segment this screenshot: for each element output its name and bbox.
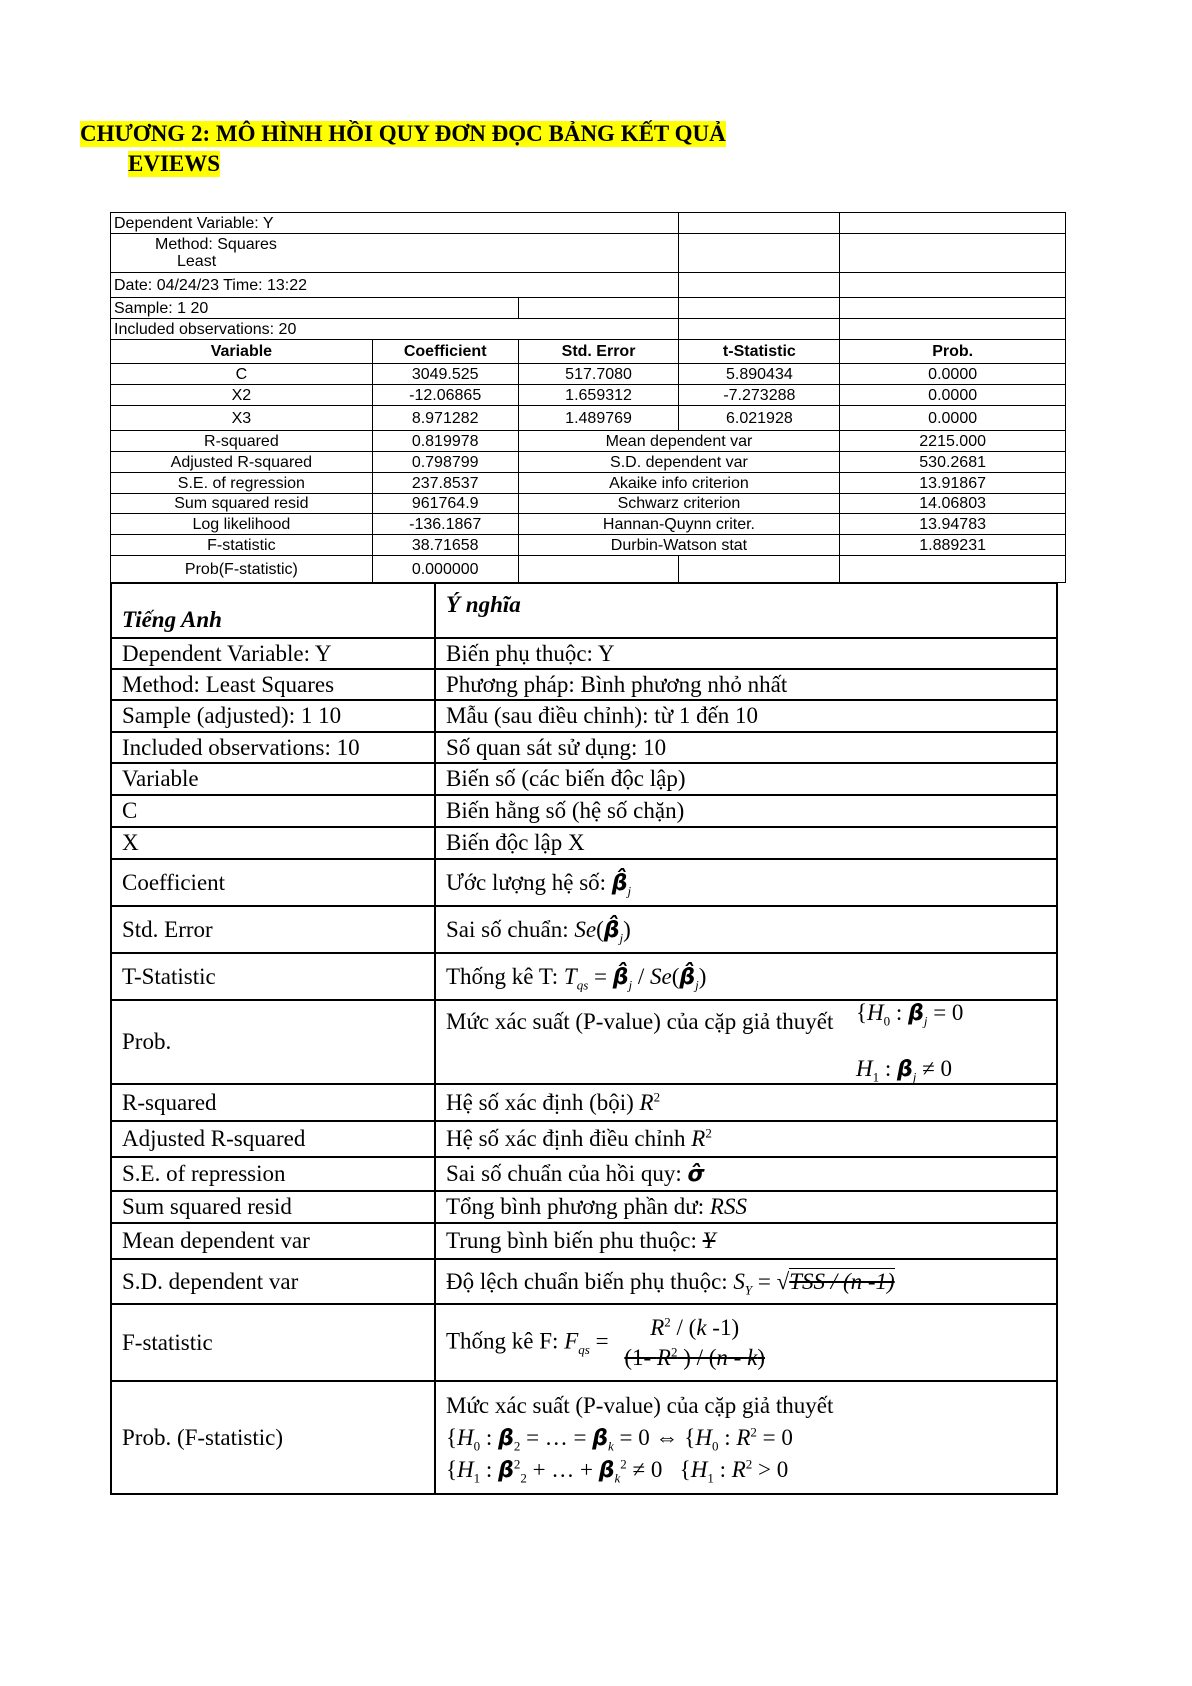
- meaning: Hệ số xác định điều chỉnh $R^2$: [435, 1121, 1057, 1157]
- coef-row: [111, 406, 1066, 431]
- cell: -12.06865: [372, 385, 518, 406]
- col-header: Std. Error: [518, 340, 679, 364]
- cell: S.E. of regression: [111, 473, 373, 494]
- meaning: Biến số (các biến độc lập): [435, 763, 1057, 795]
- col-header: Coefficient: [372, 340, 518, 364]
- cell: 1.889231: [840, 535, 1066, 556]
- meaning: Ước lượng hệ số: $\betâ_j$: [435, 859, 1057, 906]
- cell: 0.798799: [372, 452, 518, 473]
- col-header: t-Statistic: [679, 340, 840, 364]
- col-header: Prob.: [840, 340, 1066, 364]
- cell: 530.2681: [840, 452, 1066, 473]
- term: Adjusted R-squared: [111, 1121, 435, 1157]
- cell: 13.91867: [840, 473, 1066, 494]
- meaning: Phương pháp: Bình phương nhỏ nhất: [435, 669, 1057, 700]
- cell: Log likelihood: [111, 514, 373, 535]
- stat-row: [111, 431, 1066, 452]
- term: Method: Least Squares: [111, 669, 435, 700]
- cell: F-statistic: [111, 535, 373, 556]
- stat-row: [111, 535, 1066, 556]
- date-time: Date: 04/24/23 Time: 13:22: [111, 273, 679, 298]
- meaning: Mẫu (sau điều chỉnh): từ 1 đến 10: [435, 700, 1057, 732]
- meaning: Hệ số xác định (bội) $R^2$: [435, 1084, 1057, 1121]
- meaning: Trung bình biến phu thuộc: Y: [435, 1223, 1057, 1259]
- term: Mean dependent var: [111, 1223, 435, 1259]
- chapter-title-cont: EVIEWS: [128, 151, 221, 176]
- meaning: Thống kê F: $F_{qs}$ = $R^2 / (k$ -1) (1- $R^2$ ) / (n - k): [435, 1304, 1057, 1381]
- coef-row: [111, 364, 1066, 385]
- meaning: Biến độc lập X: [435, 827, 1057, 859]
- stat-row: [111, 514, 1066, 535]
- term: Std. Error: [111, 906, 435, 953]
- cell: 1.659312: [518, 385, 679, 406]
- sample: Sample: 1 20: [111, 298, 519, 319]
- cell: 237.8537: [372, 473, 518, 494]
- cell: 961764.9: [372, 494, 518, 514]
- meaning: Thống kê T: $T_{qs}$ = $\betâ_j$ / $Se(\betâ_j)$: [435, 953, 1057, 1000]
- cell: Schwarz criterion: [518, 494, 840, 514]
- meaning-table: [110, 582, 1058, 1495]
- meaning: Sai số chuẩn: $Se(\betâ_j)$: [435, 906, 1057, 953]
- meaning: Biến phụ thuộc: Y: [435, 638, 1057, 669]
- col-header: Variable: [111, 340, 373, 364]
- cell: Mean dependent var: [518, 431, 840, 452]
- cell: Durbin-Watson stat: [518, 535, 840, 556]
- term: R-squared: [111, 1084, 435, 1121]
- cell: 38.71658: [372, 535, 518, 556]
- cell: 0.0000: [840, 406, 1066, 431]
- included-observations: Included observations: 20: [111, 319, 679, 340]
- cell: 0.819978: [372, 431, 518, 452]
- term: Sample (adjusted): 1 10: [111, 700, 435, 732]
- eviews-output-table: [110, 212, 1066, 583]
- term: Dependent Variable: Y: [111, 638, 435, 669]
- cell: 0.0000: [840, 364, 1066, 385]
- meaning: Biến hằng số (hệ số chặn): [435, 795, 1057, 827]
- cell: 14.06803: [840, 494, 1066, 514]
- cell: Adjusted R-squared: [111, 452, 373, 473]
- cell: Sum squared resid: [111, 494, 373, 514]
- meaning: Số quan sát sử dụng: 10: [435, 732, 1057, 763]
- cell: -7.273288: [679, 385, 840, 406]
- cell: -136.1867: [372, 514, 518, 535]
- method: Method: Squares Least: [111, 234, 679, 273]
- term: Variable: [111, 763, 435, 795]
- cell: 517.7080: [518, 364, 679, 385]
- cell: 3049.525: [372, 364, 518, 385]
- cell: 1.489769: [518, 406, 679, 431]
- stat-row: [111, 452, 1066, 473]
- meaning: Tổng bình phương phần dư: RSS: [435, 1191, 1057, 1223]
- term: T-Statistic: [111, 953, 435, 1000]
- cell: 6.021928: [679, 406, 840, 431]
- cell: 0.0000: [840, 385, 1066, 406]
- stat-row: [111, 494, 1066, 514]
- term: X: [111, 827, 435, 859]
- cell: S.D. dependent var: [518, 452, 840, 473]
- header-english: Tiếng Anh: [111, 583, 435, 638]
- term: S.D. dependent var: [111, 1259, 435, 1304]
- term: Prob. (F-statistic): [111, 1381, 435, 1494]
- term: Prob.: [111, 1000, 435, 1084]
- dependent-variable: Dependent Variable: Y: [111, 213, 679, 234]
- term: Included observations: 10: [111, 732, 435, 763]
- cell: C: [111, 364, 373, 385]
- cell: 0.000000: [372, 556, 518, 583]
- cell: 2215.000: [840, 431, 1066, 452]
- prob-f-row: [111, 556, 1066, 583]
- cell: X3: [111, 406, 373, 431]
- meaning: Mức xác suất (P-value) của cặp giả thuyết {$H_0$ : $\beta_2$ = … = $\beta_k = 0$ ⇔ {$H_0$ : $R^2 = 0$ {$H_1$ : $\beta^2_2$ + … + $\beta_k^2 \ne 0$ {$H_1$ : $R^2 > 0$: [435, 1381, 1057, 1494]
- term: Sum squared resid: [111, 1191, 435, 1223]
- term: Coefficient: [111, 859, 435, 906]
- stat-row: [111, 473, 1066, 494]
- term: F-statistic: [111, 1304, 435, 1381]
- meaning: Độ lệch chuẩn biến phụ thuộc: $S_Y = √TSS / (n$ -1): [435, 1259, 1057, 1304]
- cell: R-squared: [111, 431, 373, 452]
- cell: Hannan-Quynn criter.: [518, 514, 840, 535]
- cell: X2: [111, 385, 373, 406]
- header-meaning: Ý nghĩa: [435, 583, 1057, 638]
- coef-row: [111, 385, 1066, 406]
- cell: 5.890434: [679, 364, 840, 385]
- cell: Prob(F-statistic): [111, 556, 373, 583]
- term: S.E. of repression: [111, 1157, 435, 1191]
- cell: 8.971282: [372, 406, 518, 431]
- cell: Akaike info criterion: [518, 473, 840, 494]
- meaning: Mức xác suất (P-value) của cặp giả thuyết {$H_0$ : $\beta_j = 0$ $H_1$ : $\beta_j \ne 0$: [435, 1000, 1057, 1084]
- meaning: Sai số chuẩn của hồi quy: σ̂: [435, 1157, 1057, 1191]
- term: C: [111, 795, 435, 827]
- cell: 13.94783: [840, 514, 1066, 535]
- chapter-title: CHƯƠNG 2: MÔ HÌNH HỒI QUY ĐƠN ĐỌC BẢNG KẾT QUẢ: [80, 121, 726, 146]
